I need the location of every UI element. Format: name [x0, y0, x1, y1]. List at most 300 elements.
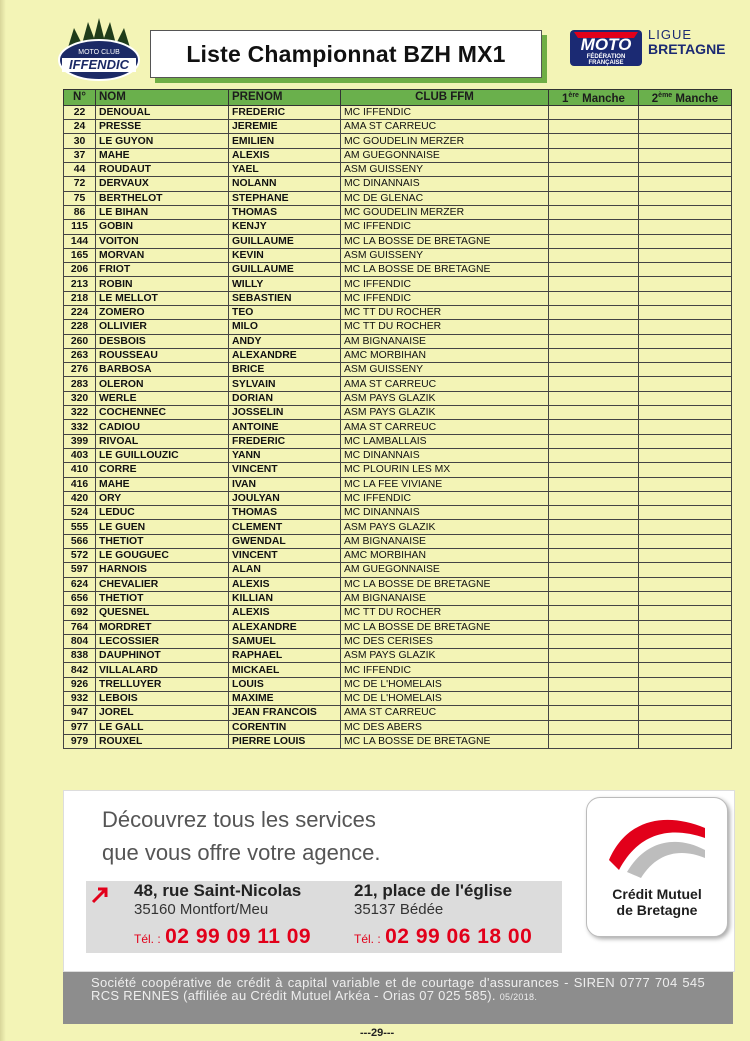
- rider-first-name: GUILLAUME: [229, 234, 341, 248]
- manche-2-result: [639, 134, 732, 148]
- table-row: [64, 291, 732, 305]
- rider-first-name: KILLIAN: [229, 591, 341, 605]
- table-row: [64, 677, 732, 691]
- rider-first-name: KEVIN: [229, 248, 341, 262]
- rider-club: MC LAMBALLAIS: [341, 434, 549, 448]
- rider-first-name: JEREMIE: [229, 120, 341, 134]
- rider-first-name: RAPHAEL: [229, 649, 341, 663]
- rider-first-name: EMILIEN: [229, 134, 341, 148]
- manche-1-result: [549, 363, 639, 377]
- rider-last-name: ROBIN: [96, 277, 229, 291]
- manche-1-result: [549, 205, 639, 219]
- rider-first-name: ALEXIS: [229, 606, 341, 620]
- rider-first-name: SEBASTIEN: [229, 291, 341, 305]
- rider-last-name: PRESSE: [96, 120, 229, 134]
- table-row: [64, 491, 732, 505]
- rider-first-name: ANDY: [229, 334, 341, 348]
- rider-number: 420: [64, 491, 96, 505]
- phone-label: Tél. :: [354, 932, 381, 946]
- svg-text:FÉDÉRATION: FÉDÉRATION: [586, 54, 626, 60]
- rider-last-name: OLERON: [96, 377, 229, 391]
- rider-last-name: ROUDAUT: [96, 163, 229, 177]
- manche-1-result: [549, 191, 639, 205]
- rider-first-name: ALEXANDRE: [229, 348, 341, 362]
- table-row: [64, 577, 732, 591]
- rider-club: MC GOUDELIN MERZER: [341, 205, 549, 219]
- manche-1-result: [549, 291, 639, 305]
- manche-1-result: [549, 120, 639, 134]
- manche-2-result: [639, 734, 732, 748]
- manche-1-result: [549, 606, 639, 620]
- table-row: [64, 549, 732, 563]
- rider-club: MC TT DU ROCHER: [341, 606, 549, 620]
- rider-last-name: MORDRET: [96, 620, 229, 634]
- rider-last-name: CORRE: [96, 463, 229, 477]
- manche-2-result: [639, 105, 732, 119]
- manche-2-result: [639, 663, 732, 677]
- rider-last-name: OLLIVIER: [96, 320, 229, 334]
- rider-first-name: GUILLAUME: [229, 263, 341, 277]
- rider-club: MC DE L'HOMELAIS: [341, 677, 549, 691]
- manche-2-result: [639, 577, 732, 591]
- rider-first-name: VINCENT: [229, 463, 341, 477]
- manche-1-result: [549, 549, 639, 563]
- manche-1-sup: ère: [568, 92, 579, 99]
- rider-last-name: ZOMERO: [96, 305, 229, 319]
- manche-2-result: [639, 348, 732, 362]
- rider-last-name: LE GUILLOUZIC: [96, 448, 229, 462]
- ligue-bottom-text: BRETAGNE: [648, 41, 726, 57]
- rider-club: AMC MORBIHAN: [341, 549, 549, 563]
- rider-first-name: SAMUEL: [229, 634, 341, 648]
- page-binding-edge: [0, 0, 6, 1041]
- rider-first-name: THOMAS: [229, 506, 341, 520]
- rider-club: MC IFFENDIC: [341, 291, 549, 305]
- rider-first-name: MILO: [229, 320, 341, 334]
- rider-first-name: YAEL: [229, 163, 341, 177]
- rider-first-name: FREDERIC: [229, 105, 341, 119]
- rider-number: 410: [64, 463, 96, 477]
- rider-first-name: ALEXANDRE: [229, 620, 341, 634]
- rider-club: MC LA FEE VIVIANE: [341, 477, 549, 491]
- manche-2-label: Manche: [675, 92, 719, 105]
- legal-text: Société coopérative de crédit à capital variable et de courtage d'assurances - SIREN 0777 704 545 RCS RENNES (affiliée au Crédit Mutuel Arkéa - Orias 07 025 585).: [91, 975, 705, 1003]
- ffm-logo: [566, 22, 646, 72]
- manche-1-result: [549, 491, 639, 505]
- table-row: [64, 620, 732, 634]
- manche-1-result: [549, 620, 639, 634]
- svg-text:IFFENDIC: IFFENDIC: [69, 57, 129, 72]
- rider-club: AMA ST CARREUC: [341, 120, 549, 134]
- rider-number: 403: [64, 448, 96, 462]
- rider-number: 22: [64, 105, 96, 119]
- rider-club: ASM PAYS GLAZIK: [341, 406, 549, 420]
- rider-number: 37: [64, 148, 96, 162]
- rider-first-name: ALEXIS: [229, 148, 341, 162]
- page-title: Liste Championnat BZH MX1: [186, 40, 506, 67]
- manche-2-result: [639, 477, 732, 491]
- rider-last-name: MAHE: [96, 148, 229, 162]
- rider-first-name: MICKAEL: [229, 663, 341, 677]
- manche-1-result: [549, 248, 639, 262]
- manche-2-result: [639, 692, 732, 706]
- rider-first-name: NOLANN: [229, 177, 341, 191]
- agency-montfort-street: 48, rue Saint-Nicolas: [134, 881, 302, 900]
- svg-text:MOTO CLUB: MOTO CLUB: [78, 49, 120, 56]
- manche-2-result: [639, 491, 732, 505]
- rider-last-name: BARBOSA: [96, 363, 229, 377]
- manche-2-result: [639, 534, 732, 548]
- rider-number: 213: [64, 277, 96, 291]
- rider-club: MC IFFENDIC: [341, 663, 549, 677]
- table-row: [64, 606, 732, 620]
- phone-number: 02 99 06 18 00: [385, 925, 533, 948]
- rider-club: MC IFFENDIC: [341, 105, 549, 119]
- manche-2-result: [639, 277, 732, 291]
- table-row: [64, 320, 732, 334]
- table-row: [64, 434, 732, 448]
- rider-club: MC IFFENDIC: [341, 220, 549, 234]
- manche-1-result: [549, 334, 639, 348]
- manche-1-result: [549, 591, 639, 605]
- manche-2-result: [639, 434, 732, 448]
- rider-number: 218: [64, 291, 96, 305]
- rider-number: 926: [64, 677, 96, 691]
- credit-mutuel-name: [587, 886, 727, 918]
- rider-club: MC DE GLENAC: [341, 191, 549, 205]
- agency-montfort-phone: [134, 925, 311, 949]
- manche-1-result: [549, 220, 639, 234]
- rider-number: 842: [64, 663, 96, 677]
- table-row: [64, 720, 732, 734]
- table-row: [64, 305, 732, 319]
- manche-1-number: 1: [562, 92, 569, 105]
- rider-club: MC DES ABERS: [341, 720, 549, 734]
- rider-last-name: WERLE: [96, 391, 229, 405]
- manche-2-result: [639, 263, 732, 277]
- table-row: [64, 506, 732, 520]
- page-number: ---29---: [360, 1027, 395, 1039]
- manche-2-result: [639, 677, 732, 691]
- rider-club: AM BIGNANAISE: [341, 534, 549, 548]
- manche-1-result: [549, 177, 639, 191]
- agency-bedee: [354, 881, 532, 949]
- rider-number: 977: [64, 720, 96, 734]
- bank-name-line-2: de Bretagne: [616, 902, 698, 918]
- rider-number: 24: [64, 120, 96, 134]
- manche-1-result: [549, 377, 639, 391]
- ad-headline-line-1: Découvrez tous les services: [102, 807, 376, 832]
- manche-1-result: [549, 649, 639, 663]
- rider-number: 263: [64, 348, 96, 362]
- rider-last-name: VILLALARD: [96, 663, 229, 677]
- table-row: [64, 205, 732, 219]
- manche-1-result: [549, 663, 639, 677]
- rider-number: 283: [64, 377, 96, 391]
- ligue-top-text: LIGUE: [648, 27, 693, 42]
- rider-list-table: [63, 89, 732, 749]
- rider-club: MC DINANNAIS: [341, 506, 549, 520]
- table-row: [64, 706, 732, 720]
- ad-headline: [102, 803, 380, 869]
- rider-number: 332: [64, 420, 96, 434]
- rider-last-name: QUESNEL: [96, 606, 229, 620]
- agency-bedee-city: 35137 Bédée: [354, 901, 444, 918]
- rider-last-name: COCHENNEC: [96, 406, 229, 420]
- table-row: [64, 463, 732, 477]
- rider-last-name: LE GUYON: [96, 134, 229, 148]
- manche-2-result: [639, 720, 732, 734]
- credit-mutuel-logo: [586, 797, 728, 937]
- rider-number: 804: [64, 634, 96, 648]
- agency-montfort: [134, 881, 311, 949]
- rider-last-name: LE GALL: [96, 720, 229, 734]
- agency-montfort-city: 35160 Montfort/Meu: [134, 901, 269, 918]
- col-header-number: N°: [64, 90, 96, 106]
- table-row: [64, 448, 732, 462]
- rider-last-name: MAHE: [96, 477, 229, 491]
- manche-2-sup: ème: [658, 92, 673, 99]
- rider-club: MC LA BOSSE DE BRETAGNE: [341, 234, 549, 248]
- manche-1-result: [549, 263, 639, 277]
- rider-first-name: GWENDAL: [229, 534, 341, 548]
- rider-club: MC DE L'HOMELAIS: [341, 692, 549, 706]
- arrow-icon: [90, 883, 112, 905]
- rider-number: 44: [64, 163, 96, 177]
- rider-number: 597: [64, 563, 96, 577]
- rider-last-name: DERVAUX: [96, 177, 229, 191]
- manche-1-label: Manche: [582, 92, 625, 105]
- svg-text:FRANÇAISE: FRANÇAISE: [588, 60, 624, 66]
- manche-1-result: [549, 634, 639, 648]
- manche-2-result: [639, 506, 732, 520]
- rider-list-table-wrap: [63, 89, 731, 749]
- table-row: [64, 234, 732, 248]
- col-header-prenom: PRENOM: [229, 90, 341, 106]
- table-row: [64, 663, 732, 677]
- manche-2-result: [639, 563, 732, 577]
- table-row: [64, 377, 732, 391]
- manche-2-result: [639, 305, 732, 319]
- rider-last-name: DENOUAL: [96, 105, 229, 119]
- table-row: [64, 105, 732, 119]
- rider-club: AM BIGNANAISE: [341, 334, 549, 348]
- rider-last-name: HARNOIS: [96, 563, 229, 577]
- rider-last-name: LE BIHAN: [96, 205, 229, 219]
- manche-2-result: [639, 606, 732, 620]
- rider-last-name: GOBIN: [96, 220, 229, 234]
- bank-name-line-1: Crédit Mutuel: [612, 886, 702, 902]
- manche-2-result: [639, 177, 732, 191]
- manche-2-result: [639, 163, 732, 177]
- rider-club: MC GOUDELIN MERZER: [341, 134, 549, 148]
- legal-notice: [63, 972, 733, 1024]
- table-row: [64, 563, 732, 577]
- rider-number: 165: [64, 248, 96, 262]
- rider-first-name: DORIAN: [229, 391, 341, 405]
- rider-number: 115: [64, 220, 96, 234]
- table-row: [64, 177, 732, 191]
- rider-club: ASM PAYS GLAZIK: [341, 391, 549, 405]
- rider-first-name: SYLVAIN: [229, 377, 341, 391]
- rider-club: MC LA BOSSE DE BRETAGNE: [341, 734, 549, 748]
- manche-1-result: [549, 277, 639, 291]
- rider-number: 555: [64, 520, 96, 534]
- manche-1-result: [549, 720, 639, 734]
- rider-last-name: LE MELLOT: [96, 291, 229, 305]
- rider-first-name: YANN: [229, 448, 341, 462]
- manche-1-result: [549, 706, 639, 720]
- rider-first-name: THOMAS: [229, 205, 341, 219]
- rider-number: 838: [64, 649, 96, 663]
- table-row: [64, 692, 732, 706]
- rider-first-name: ANTOINE: [229, 420, 341, 434]
- rider-club: MC DES CERISES: [341, 634, 549, 648]
- phone-number: 02 99 09 11 09: [165, 925, 312, 948]
- rider-club: MC TT DU ROCHER: [341, 305, 549, 319]
- svg-text:MOTO: MOTO: [580, 35, 632, 54]
- manche-2-result: [639, 291, 732, 305]
- rider-last-name: MORVAN: [96, 248, 229, 262]
- rider-last-name: ROUSSEAU: [96, 348, 229, 362]
- rider-last-name: LECOSSIER: [96, 634, 229, 648]
- manche-2-result: [639, 220, 732, 234]
- ad-headline-line-2: que vous offre votre agence.: [102, 840, 381, 865]
- phone-label: Tél. :: [134, 932, 161, 946]
- rider-club: AMA ST CARREUC: [341, 377, 549, 391]
- manche-2-result: [639, 120, 732, 134]
- rider-number: 276: [64, 363, 96, 377]
- manche-2-result: [639, 706, 732, 720]
- manche-1-result: [549, 463, 639, 477]
- rider-last-name: VOITON: [96, 234, 229, 248]
- table-row: [64, 120, 732, 134]
- manche-1-result: [549, 448, 639, 462]
- rider-first-name: IVAN: [229, 477, 341, 491]
- manche-1-result: [549, 320, 639, 334]
- rider-last-name: LE GOUGUEC: [96, 549, 229, 563]
- rider-first-name: KENJY: [229, 220, 341, 234]
- table-row: [64, 134, 732, 148]
- rider-club: AM BIGNANAISE: [341, 591, 549, 605]
- rider-number: 572: [64, 549, 96, 563]
- table-row: [64, 148, 732, 162]
- rider-club: ASM PAYS GLAZIK: [341, 649, 549, 663]
- rider-last-name: CADIOU: [96, 420, 229, 434]
- manche-1-result: [549, 163, 639, 177]
- table-header-row: [64, 90, 732, 106]
- manche-2-result: [639, 248, 732, 262]
- rider-number: 566: [64, 534, 96, 548]
- manche-1-result: [549, 677, 639, 691]
- manche-2-number: 2: [651, 92, 659, 105]
- legal-code: 05/2018.: [499, 992, 538, 1002]
- rider-number: 692: [64, 606, 96, 620]
- manche-1-result: [549, 391, 639, 405]
- rider-number: 399: [64, 434, 96, 448]
- rider-number: 144: [64, 234, 96, 248]
- manche-2-result: [639, 234, 732, 248]
- rider-first-name: LOUIS: [229, 677, 341, 691]
- manche-1-result: [549, 506, 639, 520]
- rider-first-name: WILLY: [229, 277, 341, 291]
- table-row: [64, 263, 732, 277]
- manche-2-result: [639, 363, 732, 377]
- rider-club: MC LA BOSSE DE BRETAGNE: [341, 620, 549, 634]
- rider-first-name: ALAN: [229, 563, 341, 577]
- rider-last-name: FRIOT: [96, 263, 229, 277]
- table-row: [64, 477, 732, 491]
- manche-1-result: [549, 134, 639, 148]
- moto-club-iffendic-logo: [56, 14, 142, 86]
- rider-club: MC IFFENDIC: [341, 491, 549, 505]
- col-header-manche-1: [549, 90, 639, 106]
- rider-last-name: JOREL: [96, 706, 229, 720]
- manche-2-result: [639, 377, 732, 391]
- manche-2-result: [639, 549, 732, 563]
- rider-last-name: ROUXEL: [96, 734, 229, 748]
- manche-2-result: [639, 334, 732, 348]
- manche-1-result: [549, 434, 639, 448]
- rider-first-name: CLEMENT: [229, 520, 341, 534]
- table-row: [64, 591, 732, 605]
- table-row: [64, 363, 732, 377]
- manche-2-result: [639, 320, 732, 334]
- manche-1-result: [549, 348, 639, 362]
- rider-number: 228: [64, 320, 96, 334]
- agency-bedee-phone: [354, 925, 532, 949]
- manche-1-result: [549, 234, 639, 248]
- table-row: [64, 634, 732, 648]
- manche-1-result: [549, 406, 639, 420]
- rider-number: 764: [64, 620, 96, 634]
- rider-first-name: TEO: [229, 305, 341, 319]
- rider-first-name: ALEXIS: [229, 577, 341, 591]
- manche-2-result: [639, 148, 732, 162]
- rider-first-name: CORENTIN: [229, 720, 341, 734]
- agency-bedee-street: 21, place de l'église: [354, 881, 513, 900]
- rider-first-name: STEPHANE: [229, 191, 341, 205]
- manche-2-result: [639, 634, 732, 648]
- table-row: [64, 391, 732, 405]
- rider-number: 947: [64, 706, 96, 720]
- manche-1-result: [549, 692, 639, 706]
- table-row: [64, 406, 732, 420]
- ligue-bretagne-label: [648, 28, 726, 56]
- table-row: [64, 734, 732, 748]
- rider-number: 260: [64, 334, 96, 348]
- rider-number: 932: [64, 692, 96, 706]
- rider-first-name: JOSSELIN: [229, 406, 341, 420]
- manche-2-result: [639, 463, 732, 477]
- table-row: [64, 191, 732, 205]
- rider-number: 416: [64, 477, 96, 491]
- rider-number: 75: [64, 191, 96, 205]
- rider-last-name: TRELLUYER: [96, 677, 229, 691]
- rider-number: 72: [64, 177, 96, 191]
- rider-club: MC PLOURIN LES MX: [341, 463, 549, 477]
- col-header-club: CLUB FFM: [341, 90, 549, 106]
- table-row: [64, 520, 732, 534]
- table-row: [64, 248, 732, 262]
- credit-mutuel-advertisement: [63, 790, 735, 972]
- manche-2-result: [639, 420, 732, 434]
- rider-club: MC TT DU ROCHER: [341, 320, 549, 334]
- rider-first-name: MAXIME: [229, 692, 341, 706]
- rider-last-name: LEDUC: [96, 506, 229, 520]
- table-row: [64, 649, 732, 663]
- rider-first-name: JOULYAN: [229, 491, 341, 505]
